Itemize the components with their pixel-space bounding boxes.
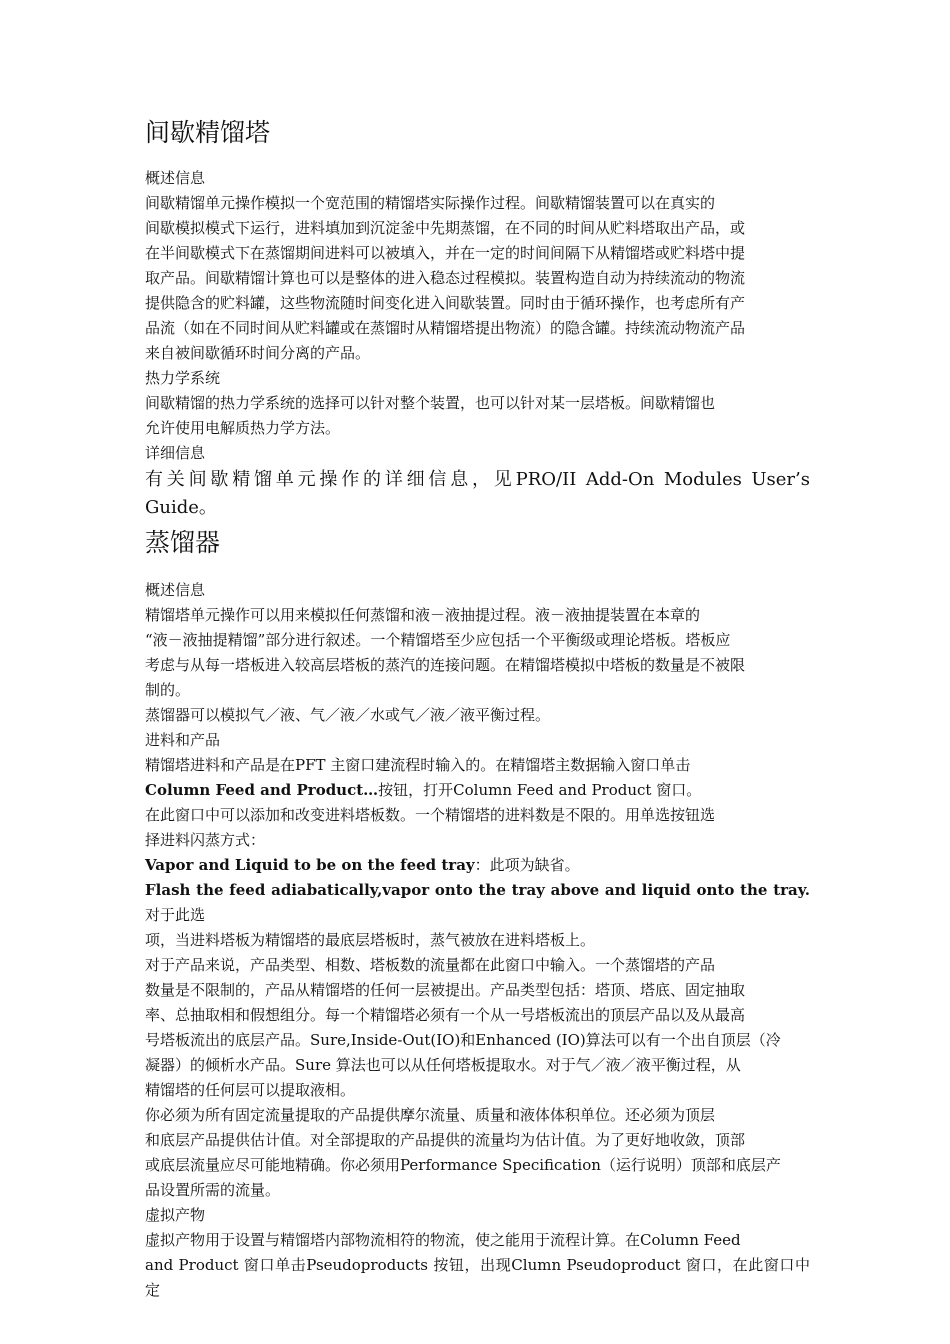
subheading-feed-product: 进料和产品 bbox=[145, 731, 221, 749]
paragraph-line: 择进料闪蒸方式： bbox=[145, 831, 266, 849]
paragraph-line bbox=[145, 778, 810, 803]
subheading-pseudoproducts: 虚拟产物 bbox=[145, 1206, 206, 1224]
subheading-thermo: 热力学系统 bbox=[145, 369, 221, 387]
section-title-batch-distillation: 间歇精馏塔 bbox=[145, 118, 271, 147]
paragraph-line: 项，当进料塔板为精馏塔的最底层塔板时，蒸气被放在进料塔板上。 bbox=[145, 931, 596, 949]
section-title-distiller: 蒸馏器 bbox=[145, 528, 221, 557]
paragraph-line: 提供隐含的贮料罐，这些物流随时间变化进入间歇装置。同时由于循环操作，也考虑所有产 bbox=[145, 294, 746, 312]
paragraph-line: 数量是不限制的，产品从精馏塔的任何一层被提出。产品类型包括：塔顶、塔底、固定抽取 bbox=[145, 981, 746, 999]
paragraph-line: 率、总抽取相和假想组分。每一个精馏塔必须有一个从一号塔板流出的顶层产品以及从最高 bbox=[145, 1006, 746, 1024]
bold-term-option-1: Vapor and Liquid to be on the feed tray bbox=[145, 856, 475, 874]
paragraph-line: 你必须为所有固定流量提取的产品提供摩尔流量、质量和液体体积单位。还必须为顶层 bbox=[145, 1106, 716, 1124]
bold-term-option-2: Flash the feed adiabatically,vapor onto the tray above and liquid onto the tray. bbox=[145, 881, 810, 899]
paragraph-line bbox=[145, 853, 810, 878]
subheading-overview: 概述信息 bbox=[145, 169, 206, 187]
paragraph-line: 精馏塔的任何层可以提取液相。 bbox=[145, 1081, 356, 1099]
paragraph-line: 蒸馏器可以模拟气／液、气／液／水或气／液／液平衡过程。 bbox=[145, 706, 551, 724]
paragraph-line: 取产品。间歇精馏计算也可以是整体的进入稳态过程模拟。装置构造自动为持续流动的物流 bbox=[145, 269, 746, 287]
paragraph-line: 精馏塔进料和产品是在PFT 主窗口建流程时输入的。在精馏塔主数据输入窗口单击 bbox=[145, 756, 691, 774]
paragraph-line: 来自被间歇循环时间分离的产品。 bbox=[145, 344, 371, 362]
paragraph-line: 对于产品来说，产品类型、相数、塔板数的流量都在此窗口中输入。一个蒸馏塔的产品 bbox=[145, 956, 716, 974]
paragraph-line bbox=[145, 878, 810, 928]
paragraph-line: 间歇模拟模式下运行，进料填加到沉淀釜中先期蒸馏，在不同的时间从贮料塔取出产品，或 bbox=[145, 219, 746, 237]
paragraph-line: 品流（如在不同时间从贮料罐或在蒸馏时从精馏塔提出物流）的隐含罐。持续流动物流产品 bbox=[145, 319, 746, 337]
subheading-overview: 概述信息 bbox=[145, 581, 206, 599]
paragraph-line: 和底层产品提供估计值。对全部提取的产品提供的流量均为估计值。为了更好地收敛，顶部 bbox=[145, 1131, 746, 1149]
paragraph-line: 在半间歇模式下在蒸馏期间进料可以被填入，并在一定的时间间隔下从精馏塔或贮料塔中提 bbox=[145, 244, 746, 262]
paragraph-line: 号塔板流出的底层产品。Sure,Inside-Out(IO)和Enhanced (IO)算法可以有一个出自顶层（冷 bbox=[145, 1031, 781, 1049]
inline-text: 对于此选 bbox=[145, 906, 206, 924]
paragraph-line: 允许使用电解质热力学方法。 bbox=[145, 419, 341, 437]
paragraph-line-details: 有关间歇精馏单元操作的详细信息，见PRO/II Add-On Modules User’s Guide。 bbox=[145, 469, 810, 518]
inline-text: ：此项为缺省。 bbox=[474, 856, 580, 874]
paragraph-line: 制的。 bbox=[145, 681, 191, 699]
paragraph-line: 在此窗口中可以添加和改变进料塔板数。一个精馏塔的进料数是不限的。用单选按钮选 bbox=[145, 806, 716, 824]
bold-term-column-feed: Column Feed and Product… bbox=[145, 781, 379, 799]
paragraph-line: 凝器）的倾析水产品。Sure 算法也可以从任何塔板提取水。对于气／液／液平衡过程，从 bbox=[145, 1056, 741, 1074]
document-body bbox=[145, 112, 810, 1303]
paragraph-line: “液－液抽提精馏”部分进行叙述。一个精馏塔至少应包括一个平衡级或理论塔板。塔板应 bbox=[145, 631, 731, 649]
paragraph-line: 精馏塔单元操作可以用来模拟任何蒸馏和液－液抽提过程。液－液抽提装置在本章的 bbox=[145, 606, 701, 624]
paragraph-line: 间歇精馏单元操作模拟一个宽范围的精馏塔实际操作过程。间歇精馏装置可以在真实的 bbox=[145, 194, 716, 212]
inline-text: 按钮，打开Column Feed and Product 窗口。 bbox=[378, 781, 702, 799]
subheading-details: 详细信息 bbox=[145, 444, 206, 462]
paragraph-line: 虚拟产物用于设置与精馏塔内部物流相符的物流，使之能用于流程计算。在Column Feed bbox=[145, 1231, 741, 1249]
paragraph-line: 或底层流量应尽可能地精确。你必须用Performance Specification（运行说明）顶部和底层产 bbox=[145, 1156, 781, 1174]
paragraph-line: 间歇精馏的热力学系统的选择可以针对整个装置，也可以针对某一层塔板。间歇精馏也 bbox=[145, 394, 716, 412]
paragraph-line: 考虑与从每一塔板进入较高层塔板的蒸汽的连接问题。在精馏塔模拟中塔板的数量是不被限 bbox=[145, 656, 746, 674]
paragraph-line: and Product 窗口单击Pseudoproducts 按钮，出现Clumn Pseudoproduct 窗口，在此窗口中定 bbox=[145, 1256, 810, 1299]
paragraph-line: 品设置所需的流量。 bbox=[145, 1181, 281, 1199]
